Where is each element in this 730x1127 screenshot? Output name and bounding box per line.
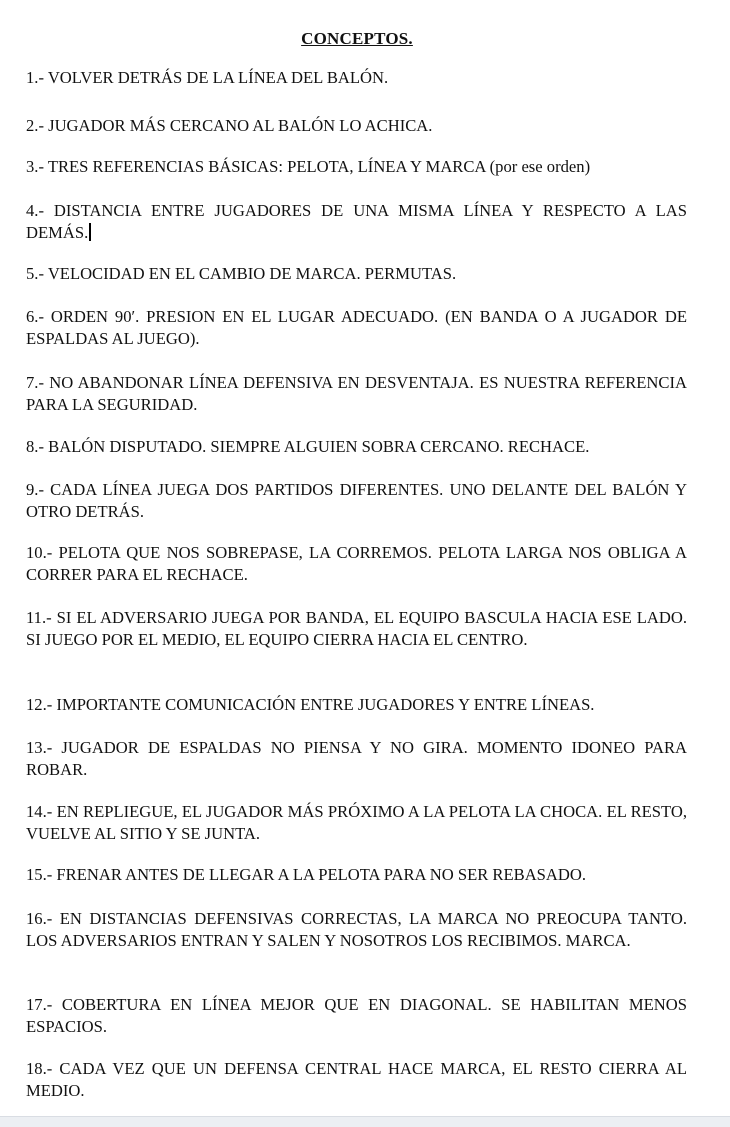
concept-item-9: 9.- CADA LÍNEA JUEGA DOS PARTIDOS DIFERENTES. UNO DELANTE DEL BALÓN Y OTRO DETRÁS. [26,480,687,521]
document-title: CONCEPTOS. [301,29,413,48]
concept-item-7: 7.- NO ABANDONAR LÍNEA DEFENSIVA EN DESVENTAJA. ES NUESTRA REFERENCIA PARA LA SEGURIDAD. [26,373,687,414]
concept-item-2: 2.- JUGADOR MÁS CERCANO AL BALÓN LO ACHICA. [26,116,433,135]
concept-item-1: 1.- VOLVER DETRÁS DE LA LÍNEA DEL BALÓN. [26,68,389,87]
text-cursor [89,223,91,241]
concept-item-17: 17.- COBERTURA EN LÍNEA MEJOR QUE EN DIAGONAL. SE HABILITAN MENOS ESPACIOS. [26,995,687,1036]
concept-item-4-wrapper [26,200,687,243]
concept-item-11: 11.- SI EL ADVERSARIO JUEGA POR BANDA, EL EQUIPO BASCULA HACIA ESE LADO. SI JUEGO POR EL MEDIO, EL EQUIPO CIERRA HACIA EL CENTRO. [26,608,687,649]
concept-item-15: 15.- FRENAR ANTES DE LLEGAR A LA PELOTA PARA NO SER REBASADO. [26,865,587,884]
concept-item-16: 16.- EN DISTANCIAS DEFENSIVAS CORRECTAS, LA MARCA NO PREOCUPA TANTO. LOS ADVERSARIOS ENTRAN Y SALEN Y NOSOTROS LOS RECIBIMOS. MARCA. [26,909,687,950]
concept-item-3: 3.- TRES REFERENCIAS BÁSICAS: PELOTA, LÍNEA Y MARCA (por ese orden) [26,157,591,176]
concept-item-12: 12.- IMPORTANTE COMUNICACIÓN ENTRE JUGADORES Y ENTRE LÍNEAS. [26,695,595,714]
concept-item-18: 18.- CADA VEZ QUE UN DEFENSA CENTRAL HACE MARCA, EL RESTO CIERRA AL MEDIO. [26,1059,687,1100]
concept-item-13: 13.- JUGADOR DE ESPALDAS NO PIENSA Y NO GIRA. MOMENTO IDONEO PARA ROBAR. [26,738,687,779]
concept-item-8: 8.- BALÓN DISPUTADO. SIEMPRE ALGUIEN SOBRA CERCANO. RECHACE. [26,437,590,456]
concept-item-6: 6.- ORDEN 90′. PRESION EN EL LUGAR ADECUADO. (EN BANDA O A JUGADOR DE ESPALDAS AL JUEGO). [26,307,687,348]
concept-item-5: 5.- VELOCIDAD EN EL CAMBIO DE MARCA. PERMUTAS. [26,264,457,283]
concept-item-4: 4.- DISTANCIA ENTRE JUGADORES DE UNA MISMA LÍNEA Y RESPECTO A LAS DEMÁS. [26,201,687,242]
concept-item-10: 10.- PELOTA QUE NOS SOBREPASE, LA CORREMOS. PELOTA LARGA NOS OBLIGA A CORRER PARA EL RECHACE. [26,543,687,584]
concept-item-14: 14.- EN REPLIEGUE, EL JUGADOR MÁS PRÓXIMO A LA PELOTA LA CHOCA. EL RESTO, VUELVE AL SITIO Y SE JUNTA. [26,802,687,843]
page-bottom-edge [0,1116,730,1127]
